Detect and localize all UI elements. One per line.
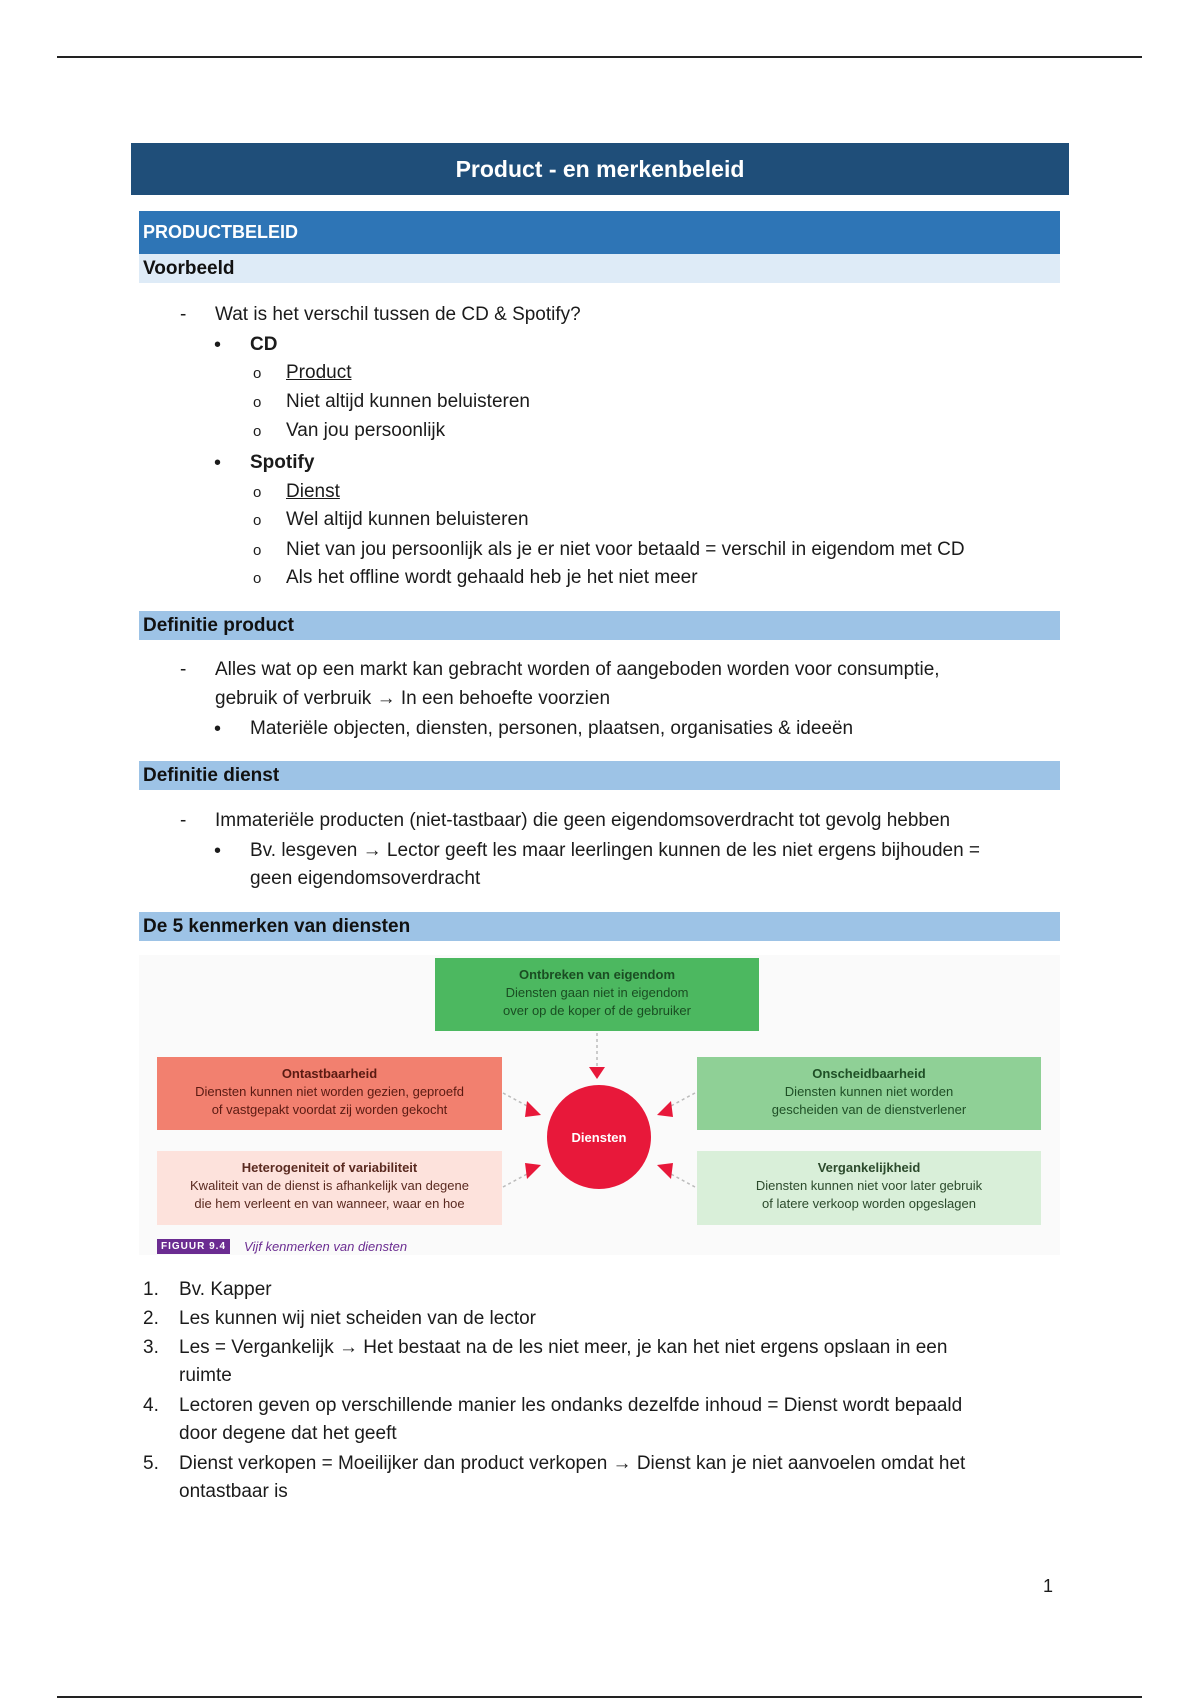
definition-bullet: geen eigendomsoverdracht (250, 868, 481, 889)
bullet-icon: • (214, 718, 222, 740)
definition-text: gebruik of verbruik → In een behoefte voorzien (215, 688, 611, 709)
figure-box-perishability: Vergankelijkheid Diensten kunnen niet voor later gebruik of latere verkoop worden opgeslagen (697, 1151, 1041, 1225)
dash-icon: - (180, 810, 187, 831)
definition-bullet: Bv. lesgeven → Lector geeft les maar leerlingen kunnen de les niet ergens bijhouden = (250, 840, 981, 861)
bottom-rule (57, 1696, 1142, 1698)
heading-definitie-dienst: Definitie dienst (139, 761, 1060, 790)
heading-kenmerken: De 5 kenmerken van diensten (139, 912, 1060, 941)
list-number: 1. (143, 1279, 159, 1300)
list-item-continued: ontastbaar is (179, 1481, 288, 1502)
circle-bullet-icon: o (253, 423, 262, 440)
circle-bullet-icon: o (253, 570, 262, 587)
page-number: 1 (1043, 1576, 1054, 1596)
arrow-icon (525, 1163, 541, 1179)
bullet-icon: • (214, 452, 222, 474)
center-circle-diensten: Diensten (547, 1085, 651, 1189)
circle-bullet-icon: o (253, 484, 262, 501)
figure-box-intangibility: Ontastbaarheid Diensten kunnen niet worden gezien, geproefd of vastgepakt voordat zij worden gekocht (157, 1057, 502, 1130)
list-number: 4. (143, 1395, 159, 1416)
definition-text: Alles wat op een markt kan gebracht worden of aangeboden worden voor consumptie, (215, 659, 940, 680)
spotify-item: Niet van jou persoonlijk als je er niet voor betaald = verschil in eigendom met CD (286, 539, 965, 560)
list-item: Bv. Kapper (179, 1279, 272, 1300)
figure-label: FIGUUR 9.4 (157, 1239, 230, 1254)
spotify-item: Als het offline wordt gehaald heb je het niet meer (286, 567, 698, 588)
heading-voorbeeld: Voorbeeld (139, 254, 1060, 283)
figure-caption (157, 1239, 407, 1254)
page-title: Product - en merkenbeleid (131, 143, 1069, 195)
figure-caption-text: Vijf kenmerken van diensten (244, 1239, 408, 1254)
question-text: Wat is het verschil tussen de CD & Spotify? (215, 304, 581, 325)
cd-item: Van jou persoonlijk (286, 420, 446, 441)
spotify-label: Spotify (250, 452, 315, 473)
list-item: Les kunnen wij niet scheiden van de lector (179, 1308, 537, 1329)
arrow-icon (525, 1101, 541, 1117)
list-item: Dienst verkopen = Moeilijker dan product verkopen → Dienst kan je niet aanvoelen omdat het (179, 1453, 966, 1474)
circle-bullet-icon: o (253, 365, 262, 382)
figure-box-ownership: Ontbreken van eigendom Diensten gaan niet in eigendom over op de koper of de gebruiker (435, 958, 759, 1031)
list-item-continued: door degene dat het geeft (179, 1423, 397, 1444)
figure-box-variability: Heterogeniteit of variabiliteit Kwaliteit van de dienst is afhankelijk van degene die hem verleent en van wanneer, waar en hoe (157, 1151, 502, 1225)
circle-bullet-icon: o (253, 394, 262, 411)
definition-bullet: Materiële objecten, diensten, personen, plaatsen, organisaties & ideeën (250, 718, 854, 739)
arrow-icon (589, 1067, 605, 1079)
cd-item: Niet altijd kunnen beluisteren (286, 391, 530, 412)
bullet-icon: • (214, 840, 222, 862)
list-item: Les = Vergankelijk → Het bestaat na de les niet meer, je kan het niet ergens opslaan in een (179, 1337, 948, 1358)
section-heading-productbeleid: PRODUCTBELEID (139, 211, 1060, 254)
spotify-item: Dienst (286, 481, 340, 502)
cd-label: CD (250, 334, 278, 355)
arrow-icon (657, 1101, 673, 1117)
list-item: Lectoren geven op verschillende manier les ondanks dezelfde inhoud = Dienst wordt bepaald (179, 1395, 963, 1416)
kenmerken-figure (139, 955, 1060, 1255)
definition-text: Immateriële producten (niet-tastbaar) die geen eigendomsoverdracht tot gevolg hebben (215, 810, 951, 831)
list-item-continued: ruimte (179, 1365, 232, 1386)
bullet-icon: • (214, 334, 222, 356)
arrow-icon (657, 1163, 673, 1179)
top-rule (57, 56, 1142, 58)
list-number: 2. (143, 1308, 159, 1329)
dash-icon: - (180, 659, 187, 680)
circle-bullet-icon: o (253, 542, 262, 559)
cd-item: Product (286, 362, 352, 383)
figure-box-inseparability: Onscheidbaarheid Diensten kunnen niet worden gescheiden van de dienstverlener (697, 1057, 1041, 1130)
spotify-item: Wel altijd kunnen beluisteren (286, 509, 529, 530)
heading-definitie-product: Definitie product (139, 611, 1060, 640)
list-number: 5. (143, 1453, 159, 1474)
circle-bullet-icon: o (253, 512, 262, 529)
list-number: 3. (143, 1337, 159, 1358)
